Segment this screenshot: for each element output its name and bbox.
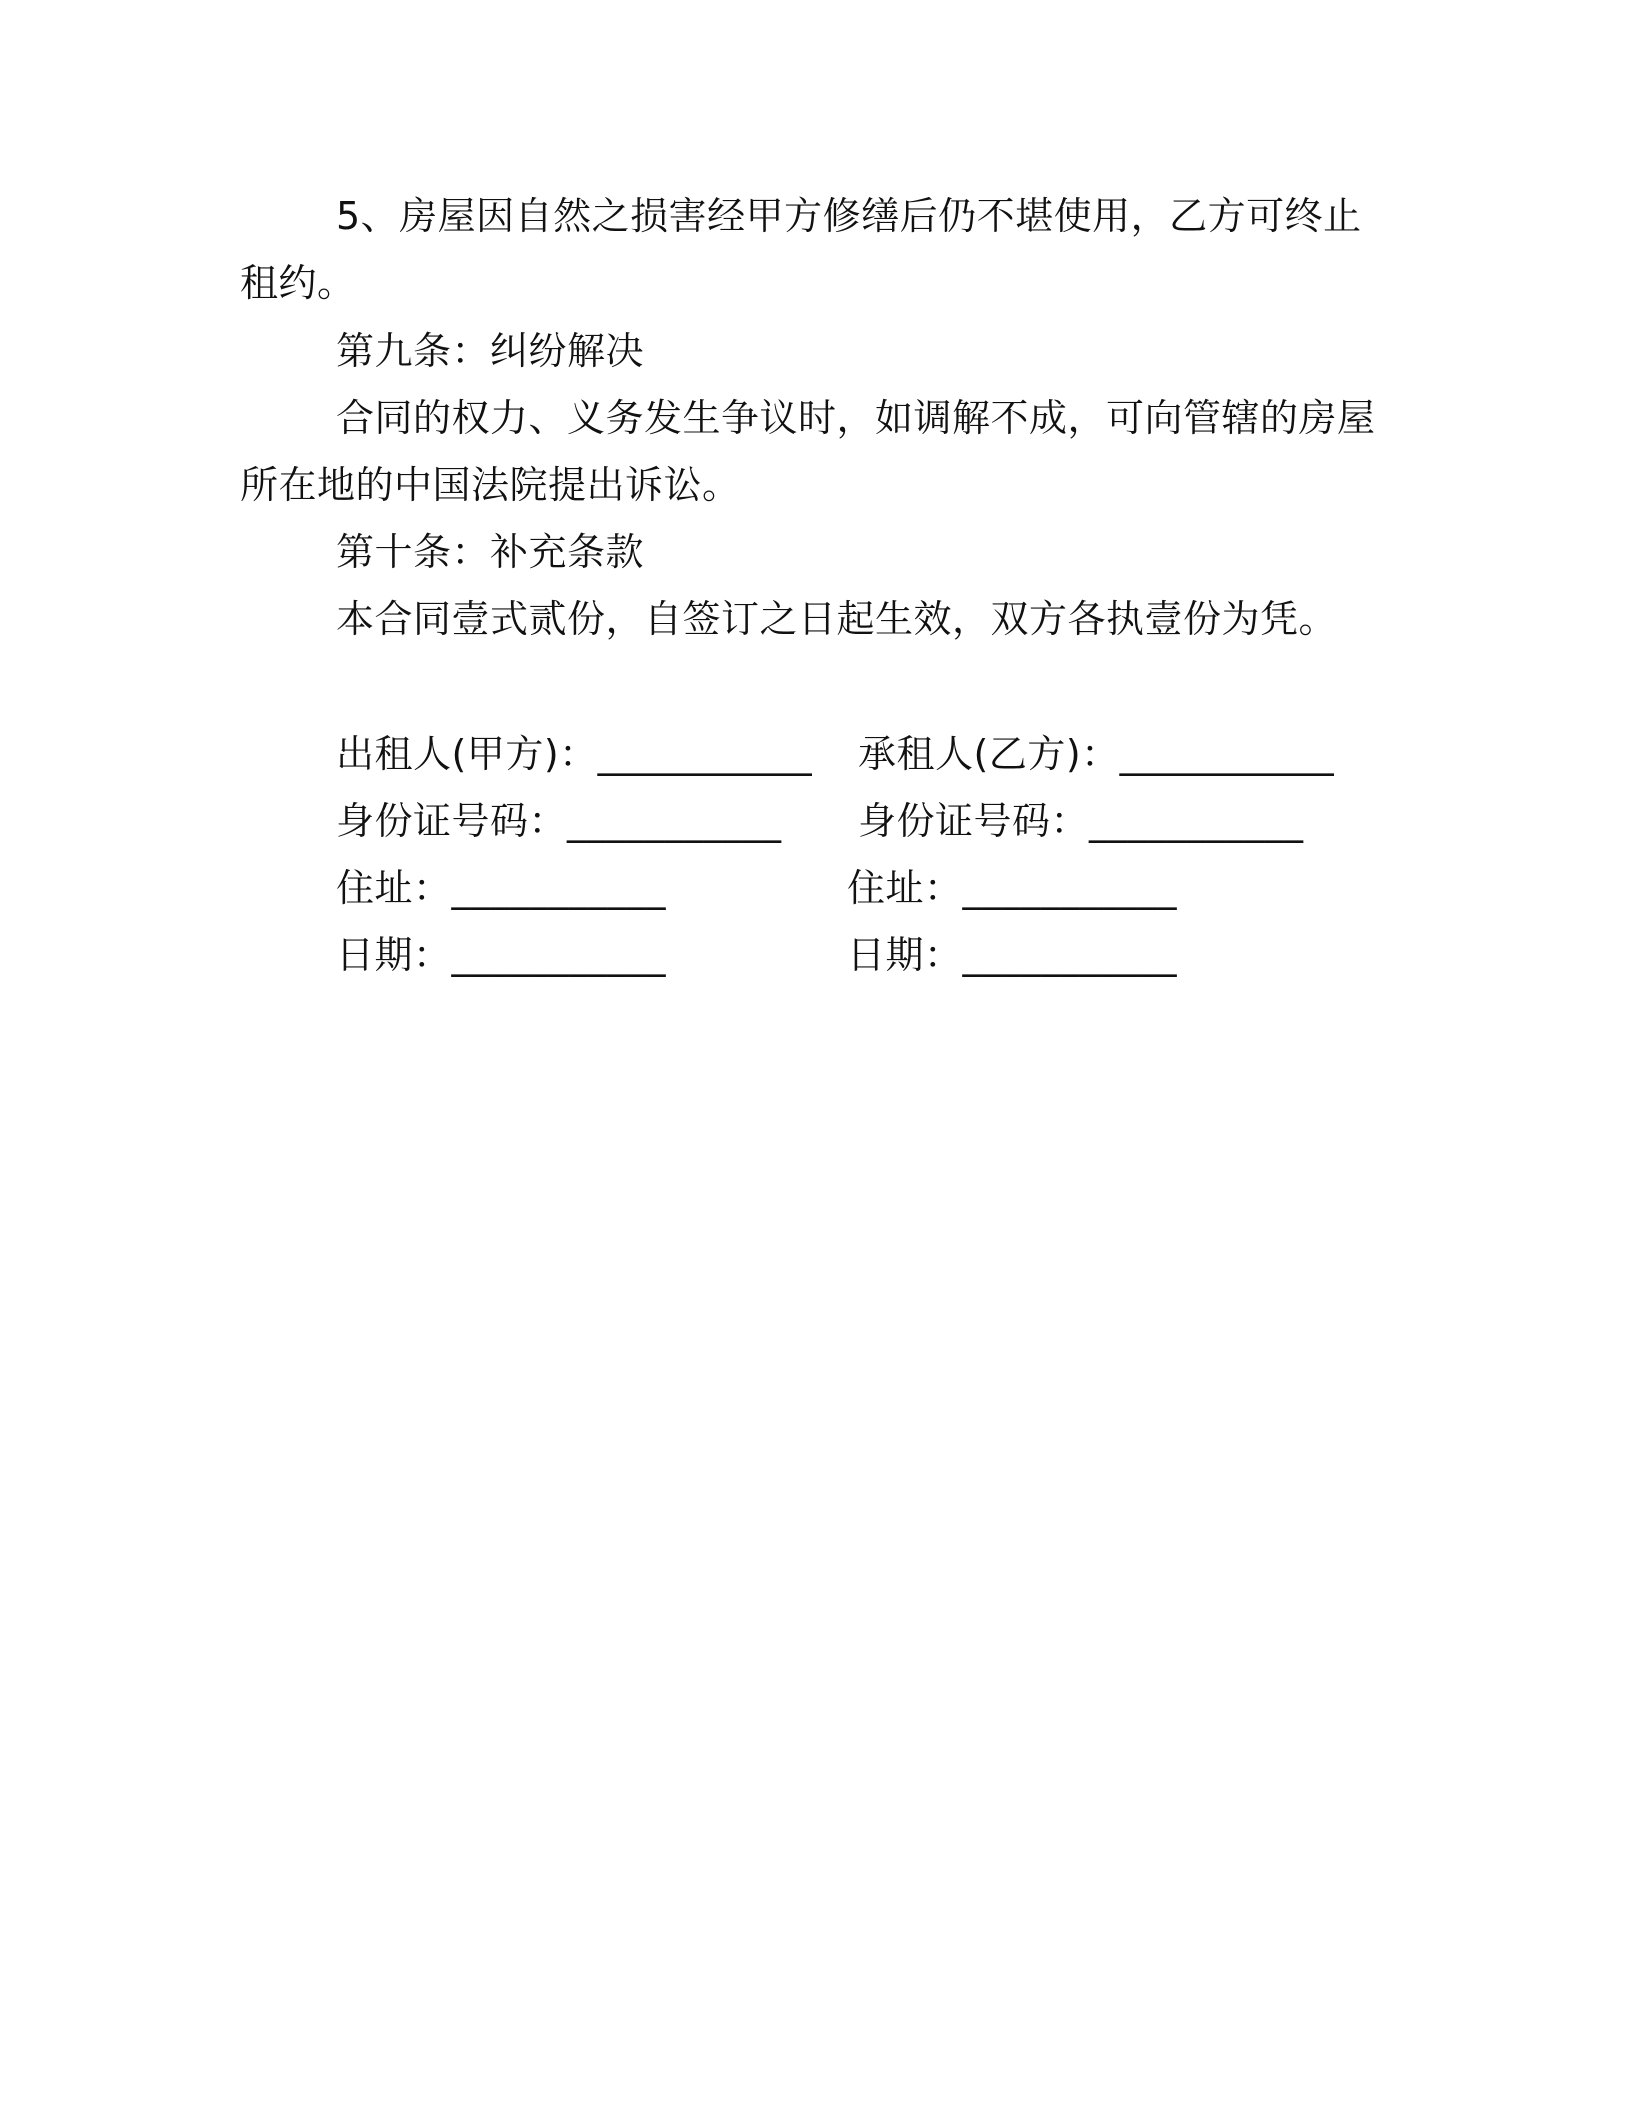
article-9-body: 合同的权力、义务发生争议时，如调解不成，可向管辖的房屋所在地的中国法院提出诉讼。 [240, 396, 1376, 507]
article-10-body: 本合同壹式贰份，自签订之日起生效，双方各执壹份为凭。 [336, 597, 1338, 641]
lessee-address-line: 住址：___________ [847, 866, 1178, 910]
article-9-heading: 第九条：纠纷解决 [336, 329, 645, 373]
lessor-party-line: 出租人(甲方)：___________ [336, 732, 813, 776]
lessor-date-line: 日期：___________ [336, 933, 667, 977]
lessee-party-line: 承租人(乙方)：___________ [858, 732, 1335, 776]
lessor-address-line: 住址：___________ [336, 866, 667, 910]
lessor-id-line: 身份证号码：___________ [336, 799, 782, 843]
lessee-id-line: 身份证号码：___________ [858, 799, 1304, 843]
article-10-heading: 第十条：补充条款 [336, 530, 645, 574]
lessee-date-line: 日期：___________ [847, 933, 1178, 977]
clause-5-paragraph: 5、房屋因自然之损害经甲方修缮后仍不堪使用，乙方可终止租约。 [240, 194, 1362, 305]
